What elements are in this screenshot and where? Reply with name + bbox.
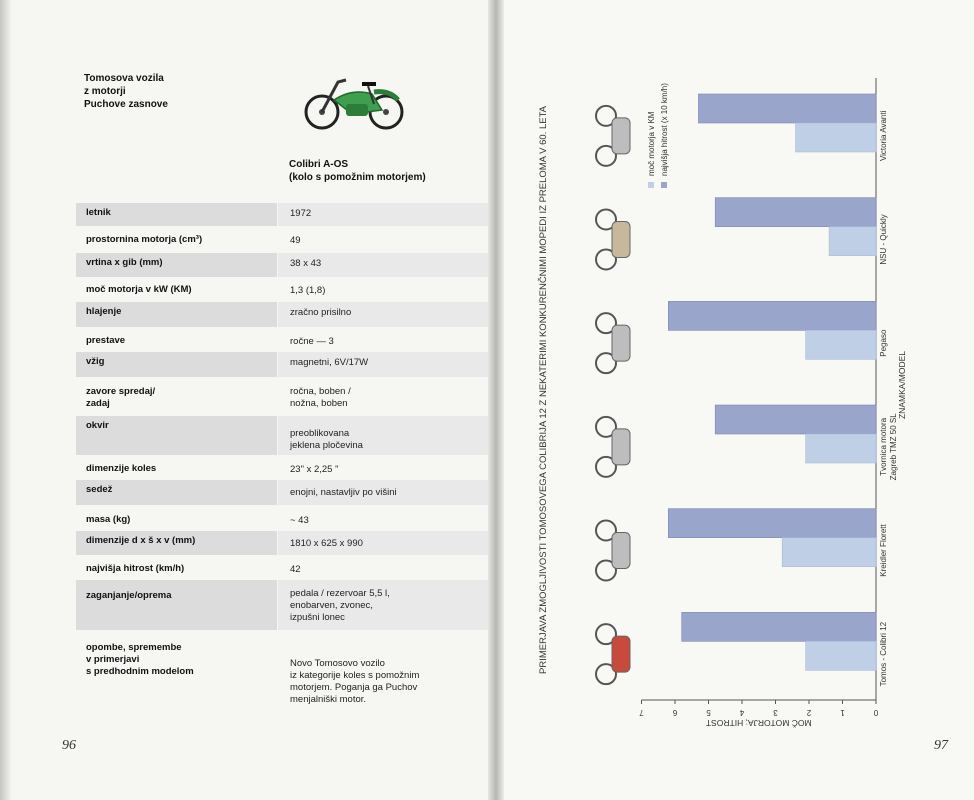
row-label: prestave <box>86 335 126 346</box>
table-row <box>76 302 494 327</box>
spec-table <box>76 203 494 710</box>
y-tick-label: 2 <box>806 708 812 717</box>
table-row <box>76 531 494 555</box>
category-label: Pegaso <box>879 329 888 357</box>
page-number: 97 <box>934 738 948 753</box>
moped-photo-body <box>612 325 630 361</box>
legend-label: moč motorja v KM <box>647 111 656 176</box>
table-row <box>76 416 494 455</box>
table-row <box>76 327 494 352</box>
row-value: 42 <box>277 555 494 580</box>
row-label: prostornina motorja (cm³) <box>86 234 203 245</box>
table-row <box>76 630 494 710</box>
y-tick-label: 4 <box>739 708 745 717</box>
row-value: 1810 x 625 x 990 <box>277 531 494 555</box>
bar-power <box>782 538 876 567</box>
bar-power <box>796 123 876 152</box>
page-edge <box>0 0 12 800</box>
row-label: moč motorja v kW (KM) <box>86 284 192 295</box>
table-row <box>76 377 494 416</box>
bar-speed <box>668 509 876 538</box>
row-label: letnik <box>86 207 111 218</box>
table-row <box>76 505 494 531</box>
y-tick-label: 6 <box>672 708 678 717</box>
moped-photo-body <box>612 636 630 672</box>
row-value: ročna, boben / nožna, boben <box>277 377 494 416</box>
row-value: zračno prisilno <box>277 302 494 327</box>
y-tick-label: 5 <box>706 708 711 717</box>
moped-photo-body <box>612 222 630 258</box>
row-label: vrtina x gib (mm) <box>86 257 163 268</box>
y-axis-label: MOČ MOTORJA; HITROST <box>705 718 812 728</box>
table-row <box>76 580 494 630</box>
y-tick-label: 7 <box>639 708 644 717</box>
table-row <box>76 555 494 580</box>
row-value: ročne — 3 <box>277 327 494 352</box>
table-row <box>76 203 494 226</box>
table-row <box>76 352 494 377</box>
y-tick-label: 1 <box>840 708 845 717</box>
row-label: zaganjanje/oprema <box>86 590 172 601</box>
bar-speed <box>668 301 876 330</box>
table-row <box>76 226 494 253</box>
page-title: Tomosova vozila z motorji Puchove zasnove <box>84 73 168 110</box>
row-value: 49 <box>277 226 494 253</box>
bar-speed <box>715 198 876 227</box>
y-tick-label: 0 <box>873 708 879 717</box>
row-value: pedala / rezervoar 5,5 l, enobarven, zvonec, izpušni lonec <box>277 580 494 630</box>
moped-photo-body <box>612 118 630 154</box>
table-row <box>76 277 494 302</box>
page-number: 96 <box>62 738 76 753</box>
row-value: enojni, nastavljiv po višini <box>277 480 494 505</box>
comparison-chart <box>494 0 974 800</box>
row-label: najvišja hitrost (km/h) <box>86 563 185 574</box>
model-name: Colibri A-OS (kolo s pomožnim motorjem) <box>289 159 426 183</box>
bar-speed <box>698 94 876 123</box>
row-label: dimenzije d x š x v (mm) <box>86 535 196 546</box>
y-tick-label: 3 <box>773 708 778 717</box>
table-row <box>76 455 494 480</box>
table-row <box>76 480 494 505</box>
category-label: Tomos - Colibri 12 <box>879 621 888 687</box>
row-label: opombe, spremembe v primerjavi s predhodnim modelom <box>86 642 194 677</box>
legend-swatch <box>648 182 654 188</box>
x-axis-label: ZNAMKA/MODEL <box>897 350 907 420</box>
moped-photo-body <box>612 533 630 569</box>
category-label: NSU - Quickly <box>879 214 888 265</box>
moped-photo-body <box>612 429 630 465</box>
bar-speed <box>715 405 876 434</box>
category-label: Kreidler Florett <box>879 524 888 577</box>
bar-power <box>806 641 876 670</box>
bar-power <box>806 330 876 359</box>
row-label: vžig <box>86 356 105 367</box>
row-value: 23" x 2,25 " <box>277 455 494 480</box>
legend-swatch <box>661 182 667 188</box>
right-page <box>494 0 974 800</box>
row-label: masa (kg) <box>86 514 131 525</box>
row-value: Novo Tomosovo vozilo iz kategorije koles s pomožnim motorjem. Poganja ga Puchov menjalniški motor. <box>277 630 494 710</box>
row-value: 1972 <box>277 203 494 226</box>
bar-power <box>829 227 876 256</box>
table-row <box>76 253 494 277</box>
row-value: 38 x 43 <box>277 253 494 277</box>
legend-label: najvišja hitrost (x 10 km/h) <box>660 83 669 176</box>
bar-speed <box>682 612 876 641</box>
book-gutter <box>488 0 504 800</box>
bar-power <box>806 434 876 463</box>
row-label: okvir <box>86 420 109 431</box>
row-label: zavore spredaj/ zadaj <box>86 386 156 409</box>
row-value: ~ 43 <box>277 505 494 531</box>
row-label: hlajenje <box>86 306 122 317</box>
row-value: 1,3 (1,8) <box>277 277 494 302</box>
row-value: preoblikovana jeklena pločevina <box>277 416 494 455</box>
category-label: Zagreb TMZ 50 SL <box>889 413 898 481</box>
category-label: Tvornica motora <box>879 417 888 476</box>
chart-title: PRIMERJAVA ZMOGLJIVOSTI TOMOSOVEGA COLIBRIJA 12 Z NEKATERIMI KONKURENČNIMI MOPEDI IZ PRELOMA V 60. LETA <box>538 105 549 675</box>
row-label: dimenzije koles <box>86 463 157 474</box>
row-value: magnetni, 6V/17W <box>277 352 494 377</box>
row-label: sedež <box>86 484 113 495</box>
moped-illustration <box>302 70 406 132</box>
category-label: Victoria Avanti <box>879 110 888 162</box>
